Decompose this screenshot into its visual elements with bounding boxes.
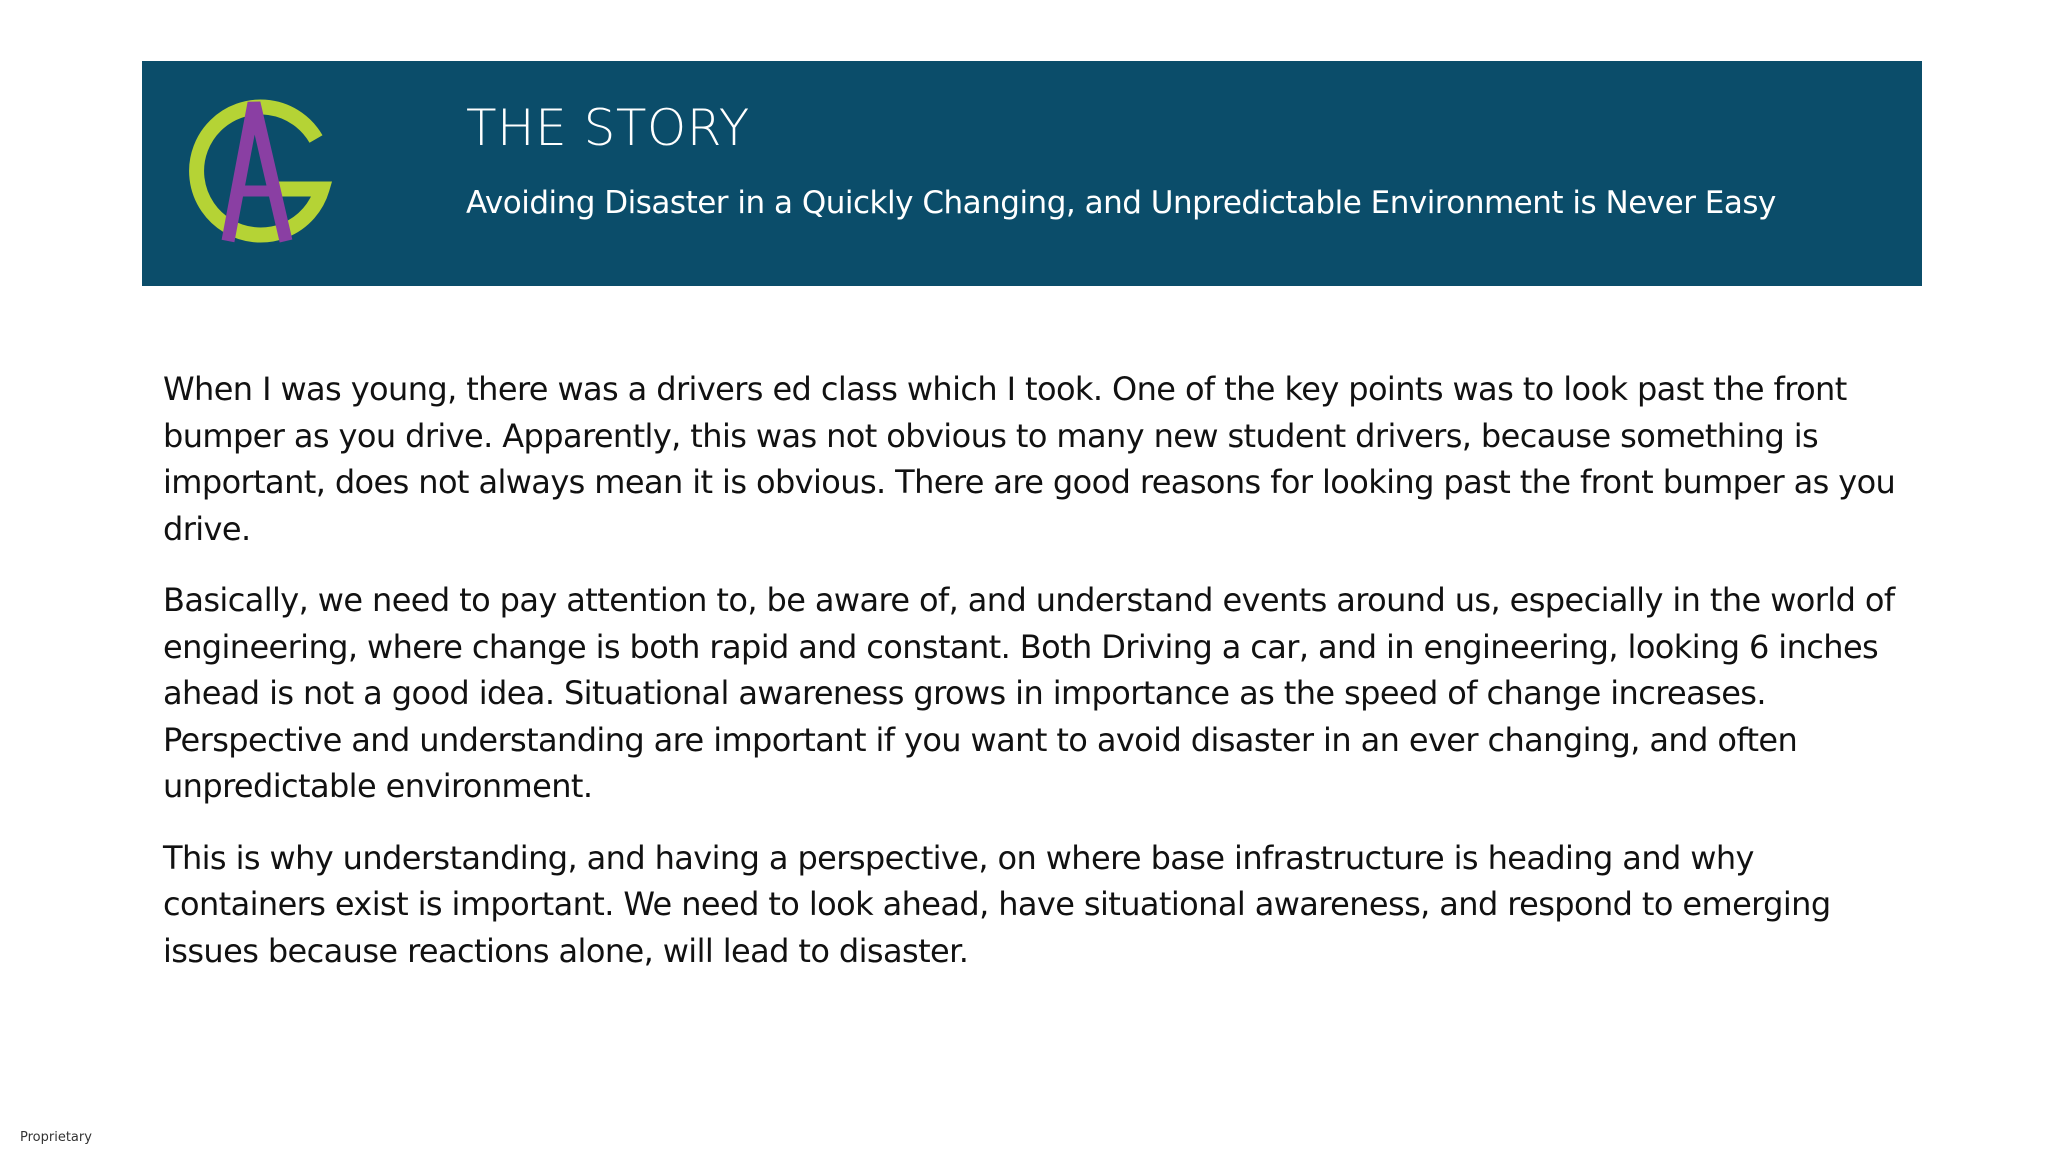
body-paragraph: When I was young, there was a drivers ed class which I took. One of the key points was to look past the front bumper as you drive. Apparently, this was not obvious to many new student drivers, because something is important, does not always mean it is obvious. There are good reasons for looking past the front bumper as you drive. [163,370,1896,548]
ag-logo-icon [176,91,341,256]
page-title: THE STORY [466,99,750,157]
body-paragraph: This is why understanding, and having a perspective, on where base infrastructure is heading and why containers exist is important. We need to look ahead, have situational awareness, and respond to emerging issues because reactions alone, will lead to disaster. [163,838,1831,970]
body-content [163,366,1903,999]
page-subtitle: Avoiding Disaster in a Quickly Changing, and Unpredictable Environment is Never Easy [466,185,1776,221]
footer-label: Proprietary [20,1130,92,1145]
body-paragraph: Basically, we need to pay attention to, be aware of, and understand events around us, especially in the world of engineering, where change is both rapid and constant. Both Driving a car, and in engineering, looking 6 inches ahead is not a good idea. Situational awareness grows in importance as the speed of change increases. Perspective and understanding are important if you want to avoid disaster in an ever changing, and often unpredictable environment. [163,581,1895,805]
header-banner [142,61,1922,286]
